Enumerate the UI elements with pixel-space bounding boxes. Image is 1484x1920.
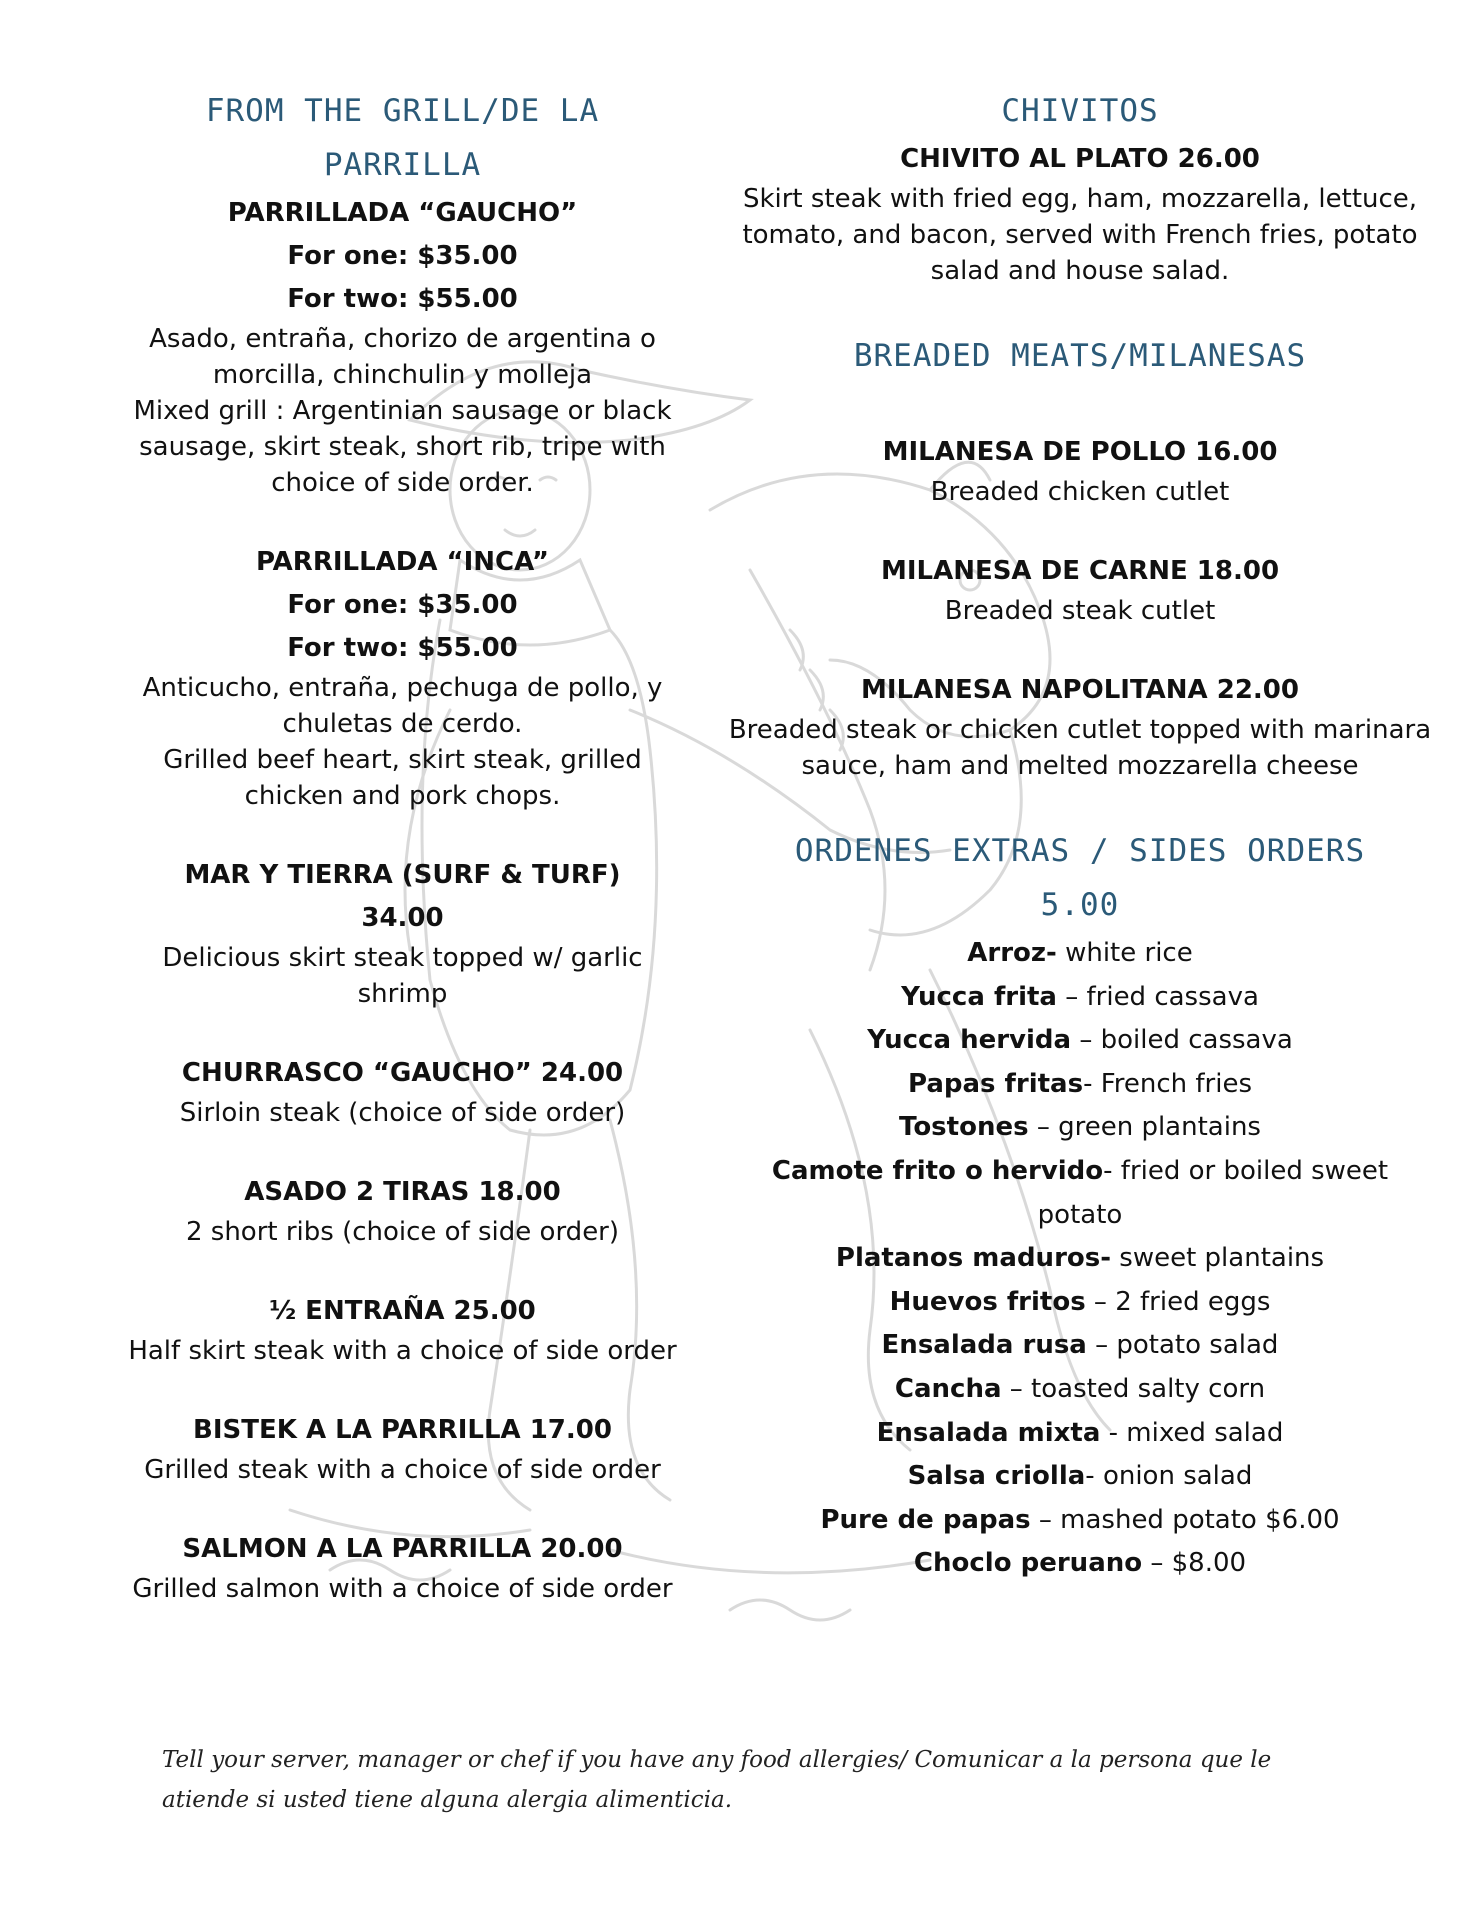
menu-item-description: Grilled steak with a choice of side order xyxy=(144,1455,661,1485)
side-order-description: – fried cassava xyxy=(1056,981,1259,1012)
menu-item-name: PARRILLADA “GAUCHO” xyxy=(227,198,578,228)
side-order-item xyxy=(715,1106,1445,1150)
menu-item-description: choice of side order. xyxy=(271,468,534,498)
menu-item-description: sausage, skirt steak, short rib, tripe with xyxy=(139,432,666,462)
side-order-name: Ensalada mixta xyxy=(876,1417,1101,1448)
section-title-grill-line1: FROM THE GRILL/DE LA xyxy=(205,93,600,129)
menu-item-price: For two: $55.00 xyxy=(287,633,518,663)
side-order-description: – 2 fried eggs xyxy=(1085,1286,1271,1317)
menu-item xyxy=(110,192,695,501)
menu-item-description: Anticucho, entraña, pechuga de pollo, y xyxy=(142,673,663,703)
side-order-description: - onion salad xyxy=(1085,1461,1253,1492)
side-order-name: Ensalada rusa xyxy=(881,1330,1087,1361)
left-column xyxy=(110,84,695,1647)
side-order-item xyxy=(715,1281,1445,1325)
section-title-sides xyxy=(715,824,1445,932)
menu-item-name: ASADO 2 TIRAS 18.00 xyxy=(244,1177,561,1207)
menu-item-description: Grilled beef heart, skirt steak, grilled xyxy=(163,745,642,775)
milanesas-section xyxy=(715,329,1445,784)
menu-item-name: SALMON A LA PARRILLA 20.00 xyxy=(182,1534,623,1564)
chivitos-items-list xyxy=(715,138,1445,289)
section-title-grill-line2: PARRILLA xyxy=(323,147,482,183)
side-order-item xyxy=(715,1412,1445,1456)
menu-item-description: 2 short ribs (choice of side order) xyxy=(185,1217,620,1247)
menu-item-description: morcilla, chinchulin y molleja xyxy=(212,360,593,390)
menu-item-description: Delicious skirt steak topped w/ garlic xyxy=(162,943,643,973)
menu-item-price: 34.00 xyxy=(361,903,444,933)
section-title-chivitos: CHIVITOS xyxy=(1001,93,1159,129)
side-order-item xyxy=(715,1063,1445,1107)
side-order-name: Salsa criolla xyxy=(907,1461,1086,1492)
menu-item-name: BISTEK A LA PARRILLA 17.00 xyxy=(193,1415,612,1445)
side-order-item xyxy=(715,1237,1445,1281)
side-order-description: sweet plantains xyxy=(1111,1243,1325,1274)
sides-items-list xyxy=(715,932,1445,1586)
side-order-name: Papas fritas xyxy=(907,1068,1084,1099)
side-order-item xyxy=(715,932,1445,976)
section-title-sides-price: 5.00 xyxy=(1040,887,1120,923)
section-title-sides-line1: ORDENES EXTRAS / SIDES ORDERS xyxy=(794,833,1366,869)
menu-item-description: Sirloin steak (choice of side order) xyxy=(179,1098,626,1128)
menu-item-description: tomato, and bacon, served with French fries, potato xyxy=(742,220,1418,250)
menu-item-description: Breaded steak cutlet xyxy=(944,596,1216,626)
menu-item xyxy=(110,854,695,1012)
menu-item-price: For one: $35.00 xyxy=(287,241,518,271)
menu-item-name: MILANESA DE POLLO 16.00 xyxy=(882,437,1278,467)
side-order-item xyxy=(715,1368,1445,1412)
side-order-item xyxy=(715,1455,1445,1499)
side-order-name: Platanos maduros- xyxy=(835,1243,1112,1274)
side-order-name: Choclo peruano xyxy=(913,1548,1143,1579)
allergy-notice-line1: Tell your server, manager or chef if you have any food allergies/ Comunicar a la persona que le xyxy=(162,1747,1272,1773)
side-order-description: - fried or boiled sweet xyxy=(1103,1155,1389,1186)
right-column xyxy=(715,84,1445,1586)
side-order-name: Camote frito o hervido xyxy=(771,1155,1104,1186)
menu-item-description: Grilled salmon with a choice of side order xyxy=(132,1574,673,1604)
menu-item-name: PARRILLADA “INCA” xyxy=(256,547,549,577)
section-title-milanesas: BREADED MEATS/MILANESAS xyxy=(853,338,1307,374)
menu-item xyxy=(110,1409,695,1488)
grill-items-list xyxy=(110,192,695,1607)
side-order-name: Tostones xyxy=(899,1112,1029,1143)
menu-item xyxy=(715,669,1445,784)
menu-item-description: chicken and pork chops. xyxy=(244,781,561,811)
allergy-notice xyxy=(162,1740,1312,1820)
side-order-item xyxy=(715,976,1445,1020)
side-order-item xyxy=(715,1324,1445,1368)
side-order-name: Cancha xyxy=(894,1373,1002,1404)
menu-item-description: sauce, ham and melted mozzarella cheese xyxy=(801,751,1359,781)
menu-item-description: Asado, entraña, chorizo de argentina o xyxy=(149,324,656,354)
menu-item-description: Skirt steak with fried egg, ham, mozzarella, lettuce, xyxy=(742,184,1418,214)
side-order-description: – green plantains xyxy=(1028,1112,1261,1143)
menu-item-name: MILANESA DE CARNE 18.00 xyxy=(880,556,1280,586)
menu-item-description: Breaded chicken cutlet xyxy=(930,477,1230,507)
sides-section xyxy=(715,824,1445,1586)
side-order-item xyxy=(715,1019,1445,1063)
side-order-name: Yucca frita xyxy=(901,981,1057,1012)
menu-item-description: salad and house salad. xyxy=(930,256,1230,286)
menu-item-description: Half skirt steak with a choice of side order xyxy=(128,1336,677,1366)
allergy-notice-line2: atiende si usted tiene alguna alergia alimenticia. xyxy=(162,1787,733,1813)
side-order-item xyxy=(715,1499,1445,1543)
menu-item-name: CHIVITO AL PLATO 26.00 xyxy=(900,144,1260,174)
menu-item xyxy=(715,431,1445,510)
menu-item-description: Breaded steak or chicken cutlet topped with marinara xyxy=(728,715,1432,745)
menu-item-name: MAR Y TIERRA (SURF & TURF) xyxy=(184,860,621,890)
side-order-description: - mixed salad xyxy=(1100,1417,1284,1448)
side-order-description: white rice xyxy=(1056,938,1193,968)
menu-item-description: Mixed grill : Argentinian sausage or black xyxy=(133,396,672,426)
side-order-description: – boiled cassava xyxy=(1071,1025,1293,1056)
side-order-description: – potato salad xyxy=(1086,1330,1279,1361)
milanesas-items-list xyxy=(715,431,1445,784)
side-order-description: – toasted salty corn xyxy=(1001,1373,1266,1404)
menu-item xyxy=(110,1171,695,1250)
side-order-name: Arroz- xyxy=(967,938,1057,968)
side-order-name: Huevos fritos xyxy=(889,1286,1086,1317)
menu-item xyxy=(110,1290,695,1369)
side-order-item xyxy=(715,1150,1445,1194)
menu-item-name: ½ ENTRAÑA 25.00 xyxy=(269,1296,536,1326)
side-order-description: – mashed potato $6.00 xyxy=(1030,1504,1340,1535)
side-order-description: – $8.00 xyxy=(1142,1548,1247,1579)
menu-item xyxy=(715,138,1445,289)
menu-item xyxy=(110,1052,695,1131)
section-title-grill xyxy=(110,84,695,192)
menu-item-price: For one: $35.00 xyxy=(287,590,518,620)
side-order-description: - French fries xyxy=(1083,1068,1253,1099)
menu-item xyxy=(110,1528,695,1607)
side-order-name: Pure de papas xyxy=(820,1504,1031,1535)
side-order-description-cont: potato xyxy=(1037,1199,1123,1230)
menu-item-description: shrimp xyxy=(357,979,448,1009)
menu-item xyxy=(110,541,695,814)
menu-item-description: chuletas de cerdo. xyxy=(282,709,523,739)
menu-item-price: For two: $55.00 xyxy=(287,284,518,314)
menu-item-name: MILANESA NAPOLITANA 22.00 xyxy=(861,675,1299,705)
menu-item-name: CHURRASCO “GAUCHO” 24.00 xyxy=(181,1058,624,1088)
menu-item xyxy=(715,550,1445,629)
side-order-item xyxy=(715,1542,1445,1586)
side-order-name: Yucca hervida xyxy=(867,1025,1072,1056)
chivitos-section xyxy=(715,84,1445,289)
